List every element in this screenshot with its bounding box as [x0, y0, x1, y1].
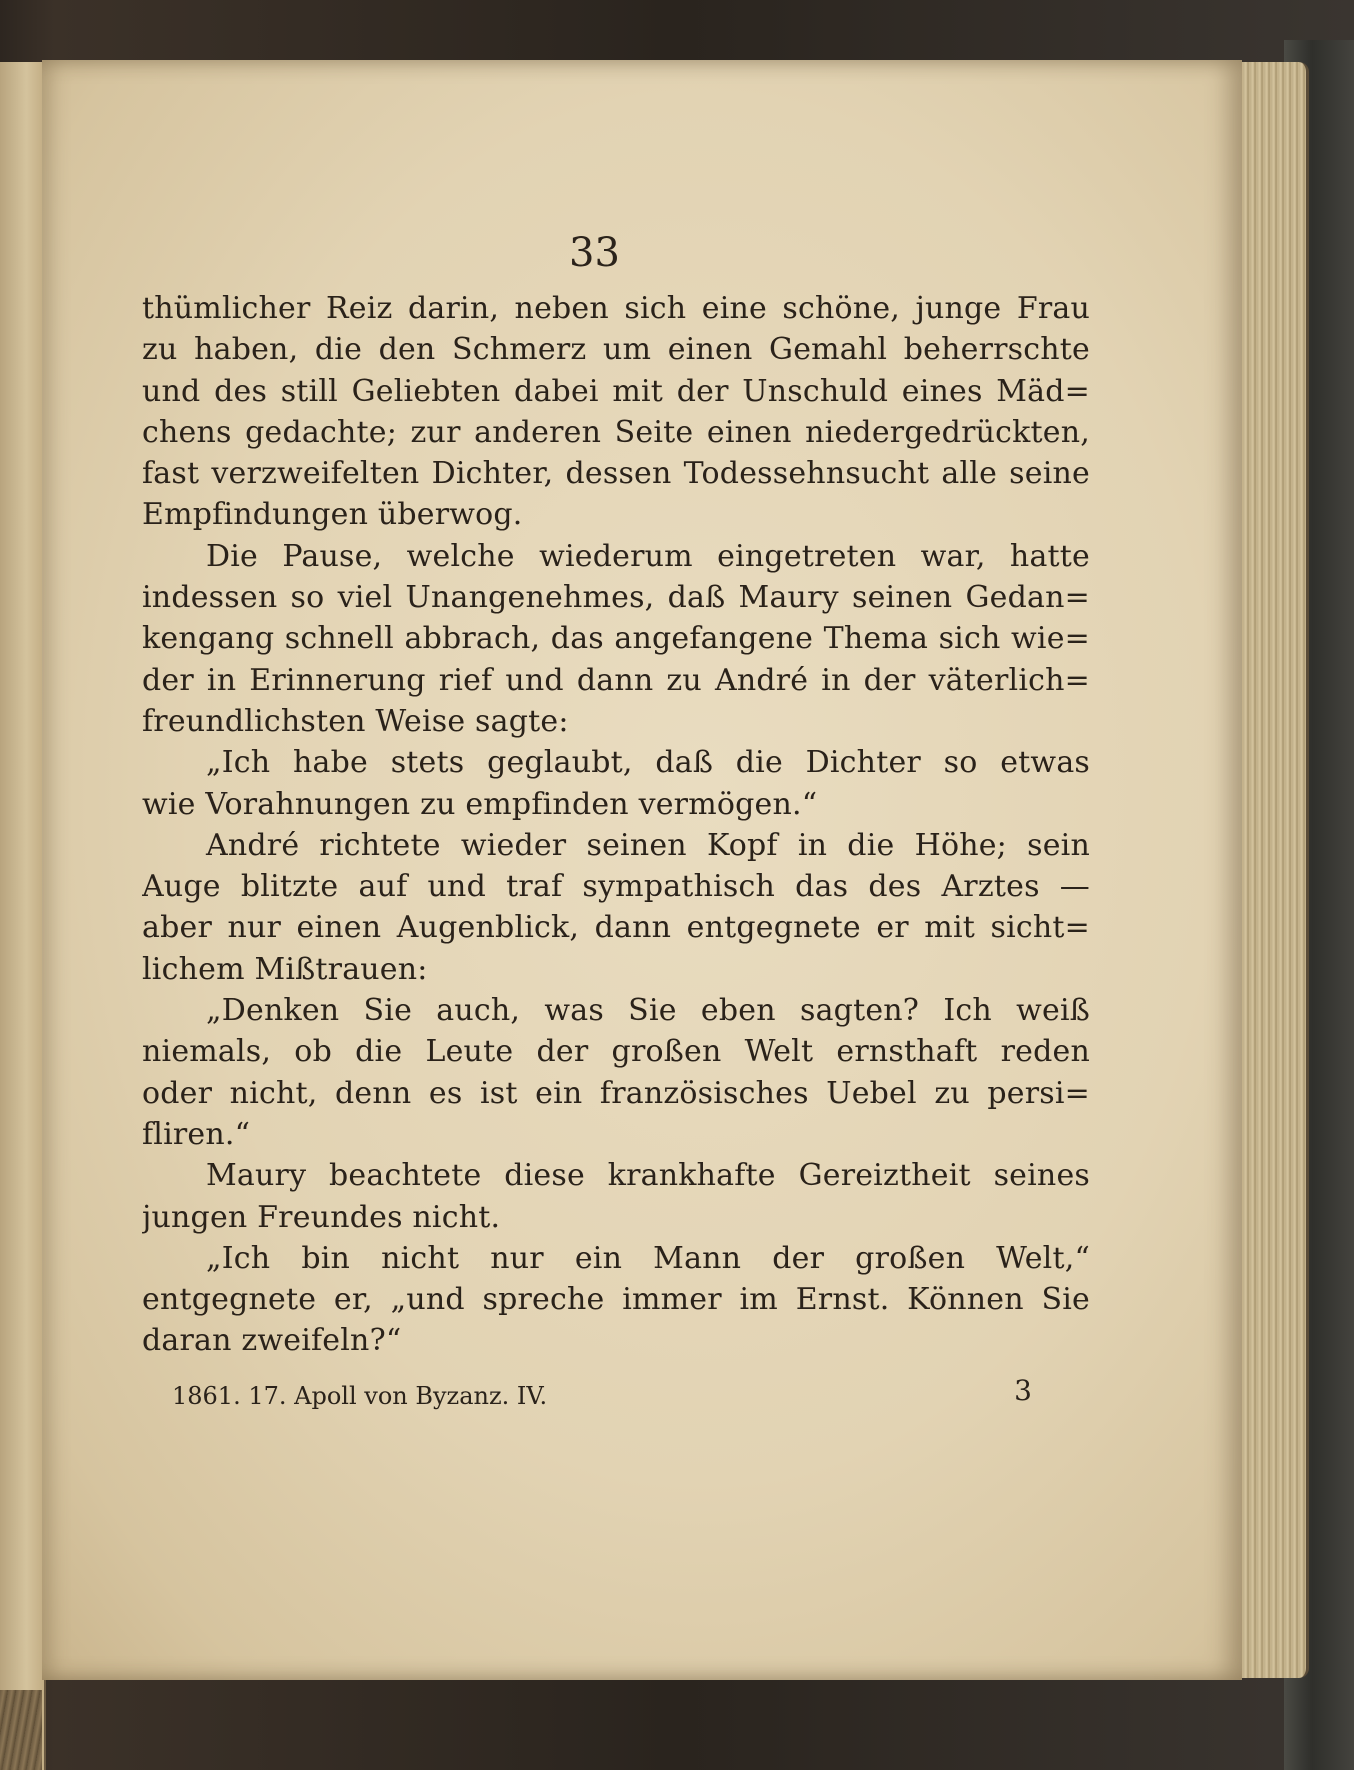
text-line: fliren.“ — [142, 1116, 251, 1152]
text-line: „Denken Sie auch, was Sie eben sagten? Ich weiß — [206, 993, 1090, 1029]
text-line: niemals, ob die Leute der großen Welt ernsthaft reden — [142, 1034, 1090, 1070]
text-line: Die Pause, welche wiederum eingetreten war, hatte — [206, 538, 1090, 574]
text-line: indessen so viel Unangenehmes, daß Maury seinen Gedan= — [142, 580, 1090, 616]
text-line: und des still Geliebten dabei mit der Unschuld eines Mäd= — [142, 373, 1090, 409]
text-line: „Ich habe stets geglaubt, daß die Dichter so etwas — [206, 745, 1090, 781]
text-line: chens gedachte; zur anderen Seite einen niedergedrückten, — [142, 414, 1090, 450]
text-line: aber nur einen Augenblick, dann entgegnete er mit sicht= — [142, 910, 1090, 946]
text-line: oder nicht, denn es ist ein französisches Uebel zu persi= — [142, 1075, 1090, 1111]
text-line: thümlicher Reiz darin, neben sich eine schöne, junge Frau — [142, 291, 1090, 326]
text-line: André richtete wieder seinen Kopf in die Höhe; sein — [206, 827, 1090, 863]
text-line: Maury beachtete diese krankhafte Gereiztheit seines — [206, 1158, 1090, 1194]
sheet-number: 3 — [1014, 1374, 1032, 1407]
book-page — [42, 60, 1242, 1680]
text-line: lichem Mißtrauen: — [142, 951, 428, 987]
text-line: kengang schnell abbrach, das angefangene Thema sich wie= — [142, 621, 1090, 657]
bookmark-ribbon — [0, 1690, 42, 1770]
facing-page-edge — [0, 62, 46, 1770]
text-line: daran zweifeln?“ — [142, 1323, 402, 1359]
text-line: der in Erinnerung rief und dann zu André in der väterlich= — [142, 662, 1090, 698]
page-number: 33 — [569, 230, 620, 276]
text-line: wie Vorahnungen zu empfinden vermögen.“ — [142, 786, 818, 822]
text-line: Auge blitzte auf und traf sympathisch das des Arztes — — [142, 869, 1090, 905]
text-line: Empfindungen überwog. — [142, 497, 523, 533]
page-stack-edge — [1236, 62, 1309, 1678]
text-line: „Ich bin nicht nur ein Mann der großen Welt,“ — [206, 1240, 1090, 1276]
text-line: freundlichsten Weise sagte: — [142, 703, 569, 739]
text-line: entgegnete er, „und spreche immer im Ernst. Können Sie — [142, 1282, 1090, 1318]
printer-signature: 1861. 17. Apoll von Byzanz. IV. — [172, 1382, 548, 1410]
body-text — [142, 288, 1090, 1362]
text-line: fast verzweifelten Dichter, dessen Todessehnsucht alle seine — [142, 456, 1090, 492]
text-line: zu haben, die den Schmerz um einen Gemahl beherrschte — [142, 332, 1090, 368]
text-line: jungen Freundes nicht. — [142, 1199, 501, 1235]
